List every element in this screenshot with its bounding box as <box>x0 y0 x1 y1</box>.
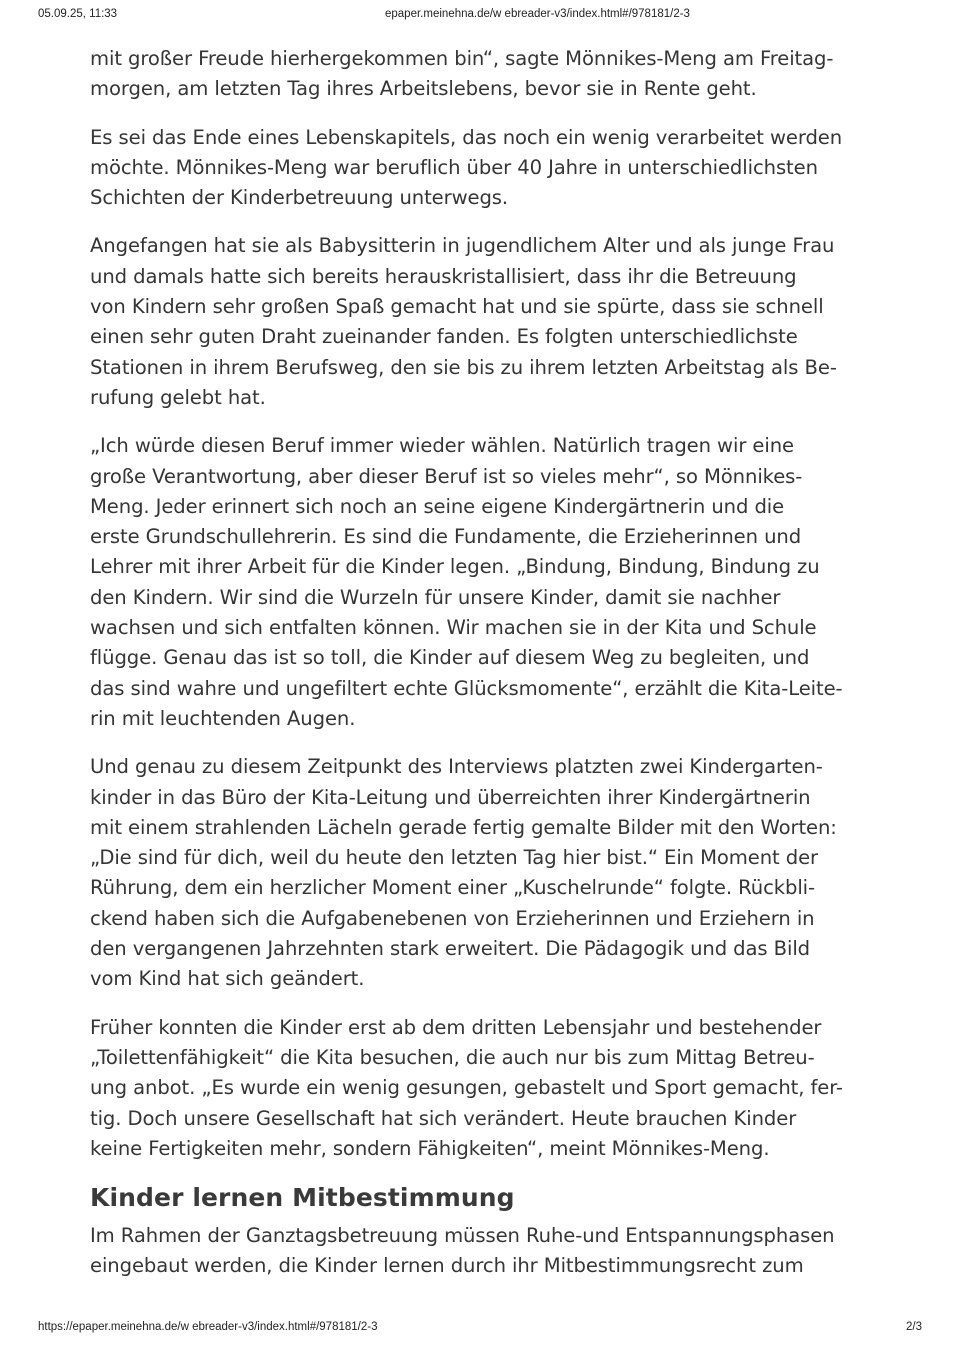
text-line: von Kindern sehr großen Spaß gemacht hat und sie spürte, dass sie schnell <box>90 295 824 319</box>
print-header <box>0 8 960 28</box>
subheading: Kinder lernen Mitbestimmung <box>90 1183 515 1213</box>
text-line: „Die sind für dich, weil du heute den letzten Tag hier bist.“ Ein Moment der <box>90 846 819 870</box>
paragraph <box>90 1013 872 1164</box>
text-line: Angefangen hat sie als Babysitterin in jugendlichem Alter und als junge Frau <box>90 234 835 258</box>
text-line: erste Grundschullehrerin. Es sind die Fundamente, die Erzieherinnen und <box>90 525 802 549</box>
text-line: wachsen und sich entfalten können. Wir machen sie in der Kita und Schule <box>90 616 817 640</box>
text-line: und damals hatte sich bereits herauskristallisiert, dass ihr die Betreuung <box>90 264 797 288</box>
text-line: Schichten der Kinderbetreuung unterwegs. <box>90 186 509 210</box>
print-url: https://epaper.meinehna.de/w ebreader-v3/index.html#/978181/2-3 <box>38 1321 378 1333</box>
paragraph <box>90 44 872 105</box>
text-line: ckend haben sich die Aufgabenebenen von Erzieherinnen und Erziehern in <box>90 906 815 930</box>
text-line: ung anbot. „Es wurde ein wenig gesungen, gebastelt und Sport gemacht, fer- <box>90 1076 843 1100</box>
paragraphs-after-subheading <box>90 1221 872 1282</box>
text-line: mit großer Freude hierhergekommen bin“, sagte Mönnikes-Meng am Freitag- <box>90 47 834 70</box>
paragraph <box>90 431 872 734</box>
text-line: eingebaut werden, die Kinder lernen durch ihr Mitbestimmungsrecht zum <box>90 1254 804 1278</box>
article-body <box>90 44 872 1300</box>
text-line: „Ich würde diesen Beruf immer wieder wählen. Natürlich tragen wir eine <box>90 434 794 458</box>
text-line: rin mit leuchtenden Augen. <box>90 706 356 730</box>
text-line: tig. Doch unsere Gesellschaft hat sich verändert. Heute brauchen Kinder <box>90 1106 797 1130</box>
paragraph <box>90 752 872 994</box>
paragraph <box>90 123 872 214</box>
print-footer <box>0 1321 960 1341</box>
text-line: das sind wahre und ungefiltert echte Glücksmomente“, erzählt die Kita-Leite- <box>90 676 843 700</box>
paragraph <box>90 1221 872 1282</box>
text-line: Lehrer mit ihrer Arbeit für die Kinder legen. „Bindung, Bindung, Bindung zu <box>90 555 820 579</box>
paragraphs-before-subheading <box>90 44 872 1164</box>
text-line: rufung gelebt hat. <box>90 385 266 409</box>
text-line: Stationen in ihrem Berufsweg, den sie bis zu ihrem letzten Arbeitstag als Be- <box>90 355 837 379</box>
text-line: Rührung, dem ein herzlicher Moment einer „Kuschelrunde“ folgte. Rückbli- <box>90 876 815 900</box>
text-line: Früher konnten die Kinder erst ab dem dritten Lebensjahr und bestehender <box>90 1015 822 1039</box>
print-datetime: 05.09.25, 11:33 <box>38 8 118 20</box>
text-line: mit einem strahlenden Lächeln gerade fertig gemalte Bilder mit den Worten: <box>90 815 837 839</box>
paragraph <box>90 231 872 413</box>
text-line: Im Rahmen der Ganztagsbetreuung müssen Ruhe-und Entspannungsphasen <box>90 1224 835 1248</box>
text-line: „Toilettenfähigkeit“ die Kita besuchen, die auch nur bis zum Mittag Betreu- <box>90 1045 815 1069</box>
text-line: möchte. Mönnikes-Meng war beruflich über 40 Jahre in unterschiedlichsten <box>90 155 818 179</box>
text-line: flügge. Genau das ist so toll, die Kinder auf diesem Weg zu begleiten, und <box>90 646 810 670</box>
text-line: Und genau zu diesem Zeitpunkt des Interviews platzten zwei Kindergarten- <box>90 755 823 779</box>
text-line: große Verantwortung, aber dieser Beruf ist so vieles mehr“, so Mönnikes- <box>90 464 803 488</box>
page-number: 2/3 <box>906 1321 922 1333</box>
text-line: Es sei das Ende eines Lebenskapitels, das noch ein wenig verarbeitet werden <box>90 125 843 149</box>
text-line: einen sehr guten Draht zueinander fanden. Es folgten unterschiedlichste <box>90 325 798 349</box>
text-line: Meng. Jeder erinnert sich noch an seine eigene Kindergärtnerin und die <box>90 494 785 518</box>
text-line: keine Fertigkeiten mehr, sondern Fähigkeiten“, meint Mönnikes-Meng. <box>90 1136 770 1160</box>
text-line: morgen, am letzten Tag ihres Arbeitslebens, bevor sie in Rente geht. <box>90 77 757 101</box>
text-line: den vergangenen Jahrzehnten stark erweitert. Die Pädagogik und das Bild <box>90 937 811 961</box>
text-line: kinder in das Büro der Kita-Leitung und überreichten ihrer Kindergärtnerin <box>90 785 811 809</box>
text-line: den Kindern. Wir sind die Wurzeln für unsere Kinder, damit sie nachher <box>90 585 781 609</box>
print-page-title: epaper.meinehna.de/w ebreader-v3/index.html#/978181/2-3 <box>385 8 690 20</box>
text-line: vom Kind hat sich geändert. <box>90 967 365 991</box>
